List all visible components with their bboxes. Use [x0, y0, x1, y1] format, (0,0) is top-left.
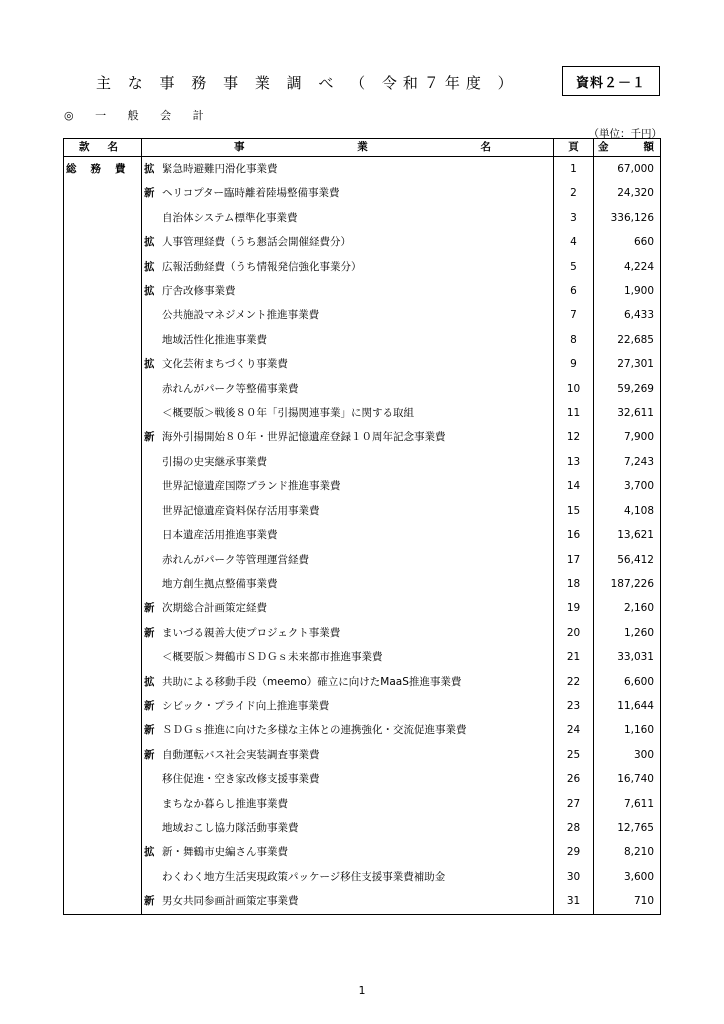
item-page: 13 [554, 450, 594, 474]
table-row [64, 865, 661, 889]
item-name-cell [142, 840, 554, 864]
item-page: 25 [554, 743, 594, 767]
item-name-cell [142, 181, 554, 205]
item-name: 新・舞鶴市史編さん事業費 [162, 846, 288, 859]
item-name: 海外引揚開始８０年・世界記憶遺産登録１０周年記念事業費 [162, 431, 446, 444]
category-cell-empty [64, 377, 142, 401]
header-jigyo-char: 業 [357, 141, 368, 153]
item-amount: 300 [594, 743, 661, 767]
category-cell-empty [64, 401, 142, 425]
table-row [64, 645, 661, 669]
item-name: 広報活動経費（うち情報発信強化事業分） [162, 260, 362, 273]
item-page: 11 [554, 401, 594, 425]
header-jigyo-char: 名 [480, 141, 491, 153]
item-page: 9 [554, 352, 594, 376]
item-mark: 新 [144, 724, 155, 737]
table-row [64, 523, 661, 547]
item-name-cell [142, 206, 554, 230]
item-page: 1 [554, 157, 594, 182]
table-row [64, 718, 661, 742]
item-name-cell [142, 645, 554, 669]
item-amount: 1,900 [594, 279, 661, 303]
item-page: 4 [554, 230, 594, 254]
item-name-cell [142, 596, 554, 620]
document-label: 資料２－１ [575, 75, 646, 91]
item-amount: 59,269 [594, 377, 661, 401]
item-name-cell [142, 450, 554, 474]
item-name: ＳＤＧｓ推進に向けた多様な主体との連携強化・交流促進事業費 [162, 724, 467, 737]
item-page: 29 [554, 840, 594, 864]
category-cell-empty [64, 425, 142, 449]
item-mark: 拡 [144, 236, 155, 249]
item-mark: 拡 [144, 285, 155, 298]
item-name: まちなか暮らし推進事業費 [162, 797, 288, 810]
item-name-cell [142, 157, 554, 182]
category-cell-empty [64, 596, 142, 620]
item-name-cell [142, 621, 554, 645]
item-amount: 4,108 [594, 499, 661, 523]
header-kan: 款名 [64, 139, 142, 157]
category-cell-empty [64, 181, 142, 205]
item-name: 移住促進・空き家改修支援事業費 [162, 773, 320, 786]
item-amount: 27,301 [594, 352, 661, 376]
item-amount: 16,740 [594, 767, 661, 791]
table-row [64, 255, 661, 279]
category-cell-empty [64, 279, 142, 303]
item-name-cell [142, 572, 554, 596]
item-name: 地域活性化推進事業費 [162, 333, 267, 346]
header-amount [594, 139, 661, 157]
item-name-cell [142, 328, 554, 352]
item-page: 28 [554, 816, 594, 840]
item-amount: 660 [594, 230, 661, 254]
table-row [64, 670, 661, 694]
table-row [64, 694, 661, 718]
category-cell-empty [64, 670, 142, 694]
item-name: わくわく地方生活実現政策パッケージ移住支援事業費補助金 [162, 870, 446, 883]
item-page: 6 [554, 279, 594, 303]
category-cell-empty [64, 548, 142, 572]
item-name-cell [142, 401, 554, 425]
item-page: 15 [554, 499, 594, 523]
item-name-cell [142, 694, 554, 718]
item-page: 16 [554, 523, 594, 547]
item-name-cell [142, 523, 554, 547]
item-mark: 新 [144, 895, 155, 908]
table-row [64, 548, 661, 572]
category-cell-empty [64, 792, 142, 816]
item-page: 8 [554, 328, 594, 352]
item-page: 12 [554, 425, 594, 449]
item-name: 次期総合計画策定経費 [162, 602, 267, 615]
budget-table [63, 138, 661, 915]
category-cell-empty [64, 694, 142, 718]
item-page: 24 [554, 718, 594, 742]
item-name: 世界記憶遺産資料保存活用事業費 [162, 504, 320, 517]
table-row [64, 181, 661, 205]
table-row [64, 303, 661, 327]
item-mark: 新 [144, 748, 155, 761]
item-name-cell [142, 865, 554, 889]
category-cell-empty [64, 840, 142, 864]
item-name: 日本遺産活用推進事業費 [162, 529, 278, 542]
category-cell-empty [64, 255, 142, 279]
category-cell-empty [64, 865, 142, 889]
item-mark: 新 [144, 626, 155, 639]
item-amount: 1,260 [594, 621, 661, 645]
item-name: 引揚の史実継承事業費 [162, 455, 267, 468]
item-amount: 11,644 [594, 694, 661, 718]
item-amount: 2,160 [594, 596, 661, 620]
item-name: 赤れんがパーク等管理運営経費 [162, 553, 309, 566]
category-cell-empty [64, 718, 142, 742]
category-cell-empty [64, 328, 142, 352]
table-row [64, 474, 661, 498]
item-mark: 拡 [144, 675, 155, 688]
item-amount: 8,210 [594, 840, 661, 864]
item-page: 17 [554, 548, 594, 572]
item-name: シビック・プライド向上推進事業費 [162, 699, 330, 712]
item-amount: 3,600 [594, 865, 661, 889]
category-cell-empty [64, 572, 142, 596]
item-name: ＜概要版＞舞鶴市ＳＤＧｓ未来都市推進事業費 [162, 651, 383, 664]
item-amount: 7,611 [594, 792, 661, 816]
document-title: 主 な 事 務 事 業 調 べ （ 令和７年度 ） [96, 74, 519, 92]
table-row [64, 230, 661, 254]
item-amount: 1,160 [594, 718, 661, 742]
item-name: 世界記憶遺産国際ブランド推進事業費 [162, 480, 341, 493]
document-label-box [562, 66, 660, 96]
table-row [64, 596, 661, 620]
category-cell-empty [64, 767, 142, 791]
item-amount: 6,433 [594, 303, 661, 327]
item-name: 地域おこし協力隊活動事業費 [162, 821, 299, 834]
item-page: 26 [554, 767, 594, 791]
item-amount: 32,611 [594, 401, 661, 425]
header-amount-char: 額 [643, 141, 654, 153]
item-name-cell [142, 474, 554, 498]
table-row [64, 621, 661, 645]
item-amount: 187,226 [594, 572, 661, 596]
item-name-cell [142, 889, 554, 914]
table-header-row [64, 139, 661, 157]
item-page: 5 [554, 255, 594, 279]
item-name: 緊急時避難円滑化事業費 [162, 163, 278, 175]
item-name: 人事管理経費（うち懇話会開催経費分） [162, 236, 351, 249]
category-cell-empty [64, 645, 142, 669]
item-name: 庁舎改修事業費 [162, 285, 236, 298]
item-name-cell [142, 670, 554, 694]
item-name-cell [142, 255, 554, 279]
table-row [64, 157, 661, 182]
item-mark: 拡 [144, 260, 155, 273]
item-name-cell [142, 352, 554, 376]
item-amount: 13,621 [594, 523, 661, 547]
item-mark: 拡 [144, 163, 155, 175]
item-amount: 6,600 [594, 670, 661, 694]
category-cell: 総務費 [64, 157, 142, 182]
item-page: 30 [554, 865, 594, 889]
category-cell-empty [64, 889, 142, 914]
item-amount: 12,765 [594, 816, 661, 840]
header-jigyo [142, 139, 554, 157]
item-name: ヘリコプター臨時離着陸場整備事業費 [162, 187, 340, 200]
item-name: ＜概要版＞戦後８０年「引揚関連事業」に関する取組 [162, 407, 414, 420]
item-page: 18 [554, 572, 594, 596]
item-amount: 3,700 [594, 474, 661, 498]
item-name-cell [142, 499, 554, 523]
page-number: 1 [358, 984, 366, 997]
item-name-cell [142, 718, 554, 742]
table-body [64, 157, 661, 915]
category-cell-empty [64, 474, 142, 498]
item-name-cell [142, 743, 554, 767]
item-name: 共助による移動手段（meemo）確立に向けたMaaS推進事業費 [162, 675, 462, 688]
item-name-cell [142, 377, 554, 401]
category-cell-empty [64, 743, 142, 767]
item-amount: 67,000 [594, 157, 661, 182]
table-row [64, 840, 661, 864]
item-page: 3 [554, 206, 594, 230]
table-row [64, 572, 661, 596]
item-page: 20 [554, 621, 594, 645]
item-name-cell [142, 425, 554, 449]
item-amount: 33,031 [594, 645, 661, 669]
header-page: 頁 [554, 139, 594, 157]
item-mark: 拡 [144, 846, 155, 859]
item-amount: 24,320 [594, 181, 661, 205]
item-name-cell [142, 816, 554, 840]
item-page: 7 [554, 303, 594, 327]
item-page: 27 [554, 792, 594, 816]
table-row [64, 377, 661, 401]
category-cell-empty [64, 206, 142, 230]
category-cell-empty [64, 230, 142, 254]
item-mark: 新 [144, 602, 155, 615]
item-name: 自治体システム標準化事業費 [162, 211, 298, 224]
item-mark: 拡 [144, 358, 155, 371]
item-name: 文化芸術まちづくり事業費 [162, 358, 288, 371]
item-page: 10 [554, 377, 594, 401]
item-page: 31 [554, 889, 594, 914]
item-page: 22 [554, 670, 594, 694]
item-page: 2 [554, 181, 594, 205]
category-cell-empty [64, 352, 142, 376]
item-page: 14 [554, 474, 594, 498]
item-amount: 7,900 [594, 425, 661, 449]
table-row [64, 767, 661, 791]
item-amount: 710 [594, 889, 661, 914]
item-amount: 56,412 [594, 548, 661, 572]
category-cell-empty [64, 816, 142, 840]
category-cell-empty [64, 450, 142, 474]
item-name-cell [142, 548, 554, 572]
table-row [64, 816, 661, 840]
table-row [64, 352, 661, 376]
item-mark: 新 [144, 187, 155, 200]
table-row [64, 401, 661, 425]
item-name-cell [142, 792, 554, 816]
item-page: 21 [554, 645, 594, 669]
category-cell-empty [64, 523, 142, 547]
item-name: 地方創生拠点整備事業費 [162, 577, 278, 590]
table-row [64, 279, 661, 303]
item-amount: 4,224 [594, 255, 661, 279]
table-row [64, 889, 661, 914]
item-page: 23 [554, 694, 594, 718]
section-heading: ◎ 一 般 会 計 [64, 109, 213, 122]
item-amount: 7,243 [594, 450, 661, 474]
item-name-cell [142, 767, 554, 791]
table-row [64, 499, 661, 523]
table-row [64, 425, 661, 449]
category-cell-empty [64, 621, 142, 645]
header-jigyo-char: 事 [234, 141, 245, 153]
category-cell-empty [64, 303, 142, 327]
item-page: 19 [554, 596, 594, 620]
item-name: 男女共同参画計画策定事業費 [162, 895, 299, 908]
item-mark: 新 [144, 431, 155, 444]
unit-note: （単位：千円） [588, 128, 662, 140]
item-name: まいづる親善大使プロジェクト事業費 [162, 626, 341, 639]
item-mark: 新 [144, 699, 155, 712]
table-row [64, 328, 661, 352]
header-amount-char: 金 [598, 141, 609, 153]
item-name: 自動運転バス社会実装調査事業費 [162, 748, 320, 761]
item-name: 赤れんがパーク等整備事業費 [162, 382, 299, 395]
table-row [64, 450, 661, 474]
table-row [64, 792, 661, 816]
item-name-cell [142, 303, 554, 327]
table-row [64, 206, 661, 230]
item-name: 公共施設マネジメント推進事業費 [162, 309, 320, 322]
category-cell-empty [64, 499, 142, 523]
table-row [64, 743, 661, 767]
item-name-cell [142, 230, 554, 254]
item-amount: 22,685 [594, 328, 661, 352]
item-amount: 336,126 [594, 206, 661, 230]
item-name-cell [142, 279, 554, 303]
